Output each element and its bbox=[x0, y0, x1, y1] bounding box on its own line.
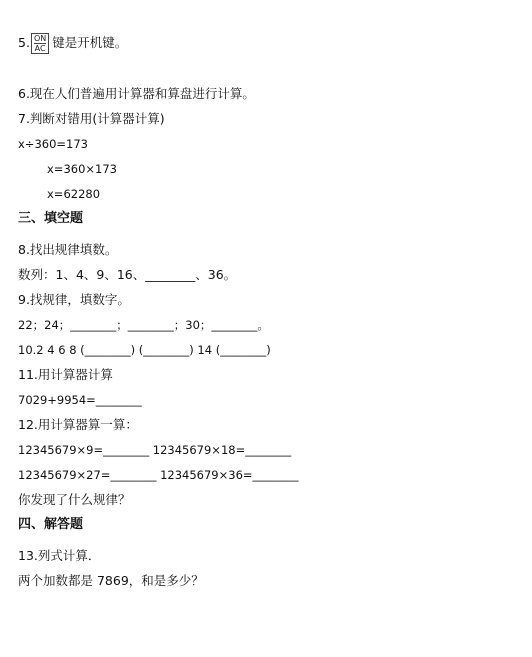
question-5-number: 5. bbox=[18, 35, 30, 50]
section-heading-answer: 四、解答题 bbox=[18, 517, 84, 532]
question-5-text: 键是开机键。 bbox=[52, 35, 128, 50]
question-8-title: 8.找出规律填数。 bbox=[18, 242, 118, 257]
question-5 bbox=[18, 33, 127, 54]
equation-line: x÷360=173 bbox=[18, 137, 88, 151]
sequence-line: 数列：1、4、9、16、________、36。 bbox=[18, 267, 237, 282]
pattern-row: 10.2 4 6 8 (________) (________) 14 (________) bbox=[18, 343, 271, 357]
question-11-title: 11.用计算器计算 bbox=[18, 367, 113, 382]
pattern-row: 22；24；________；________；30；________。 bbox=[18, 318, 269, 332]
question-12-title: 12.用计算器算一算： bbox=[18, 417, 138, 432]
equation-line: x=62280 bbox=[47, 187, 101, 201]
on-ac-key-icon: $\frac{ON}{AC}$ bbox=[31, 33, 49, 54]
pattern-question: 你发现了什么规律？ bbox=[18, 492, 131, 507]
question-7-title: 7.判断对错用(计算器计算) bbox=[18, 111, 165, 126]
section-heading-fill-in: 三、填空题 bbox=[18, 211, 84, 226]
equation-line: x=360×173 bbox=[47, 162, 117, 176]
calculation-row: 12345679×27=________ 12345679×36=________ bbox=[18, 468, 299, 482]
question-6: 6.现在人们普遍用计算器和算盘进行计算。 bbox=[18, 86, 255, 101]
question-9-title: 9.找规律，填数字。 bbox=[18, 292, 130, 307]
calculation-line: 7029+9954=________ bbox=[18, 393, 142, 407]
question-13-title: 13.列式计算． bbox=[18, 548, 101, 563]
calculation-row: 12345679×9=________ 12345679×18=________ bbox=[18, 443, 292, 457]
question-13-text: 两个加数都是 7869，和是多少？ bbox=[18, 573, 204, 588]
